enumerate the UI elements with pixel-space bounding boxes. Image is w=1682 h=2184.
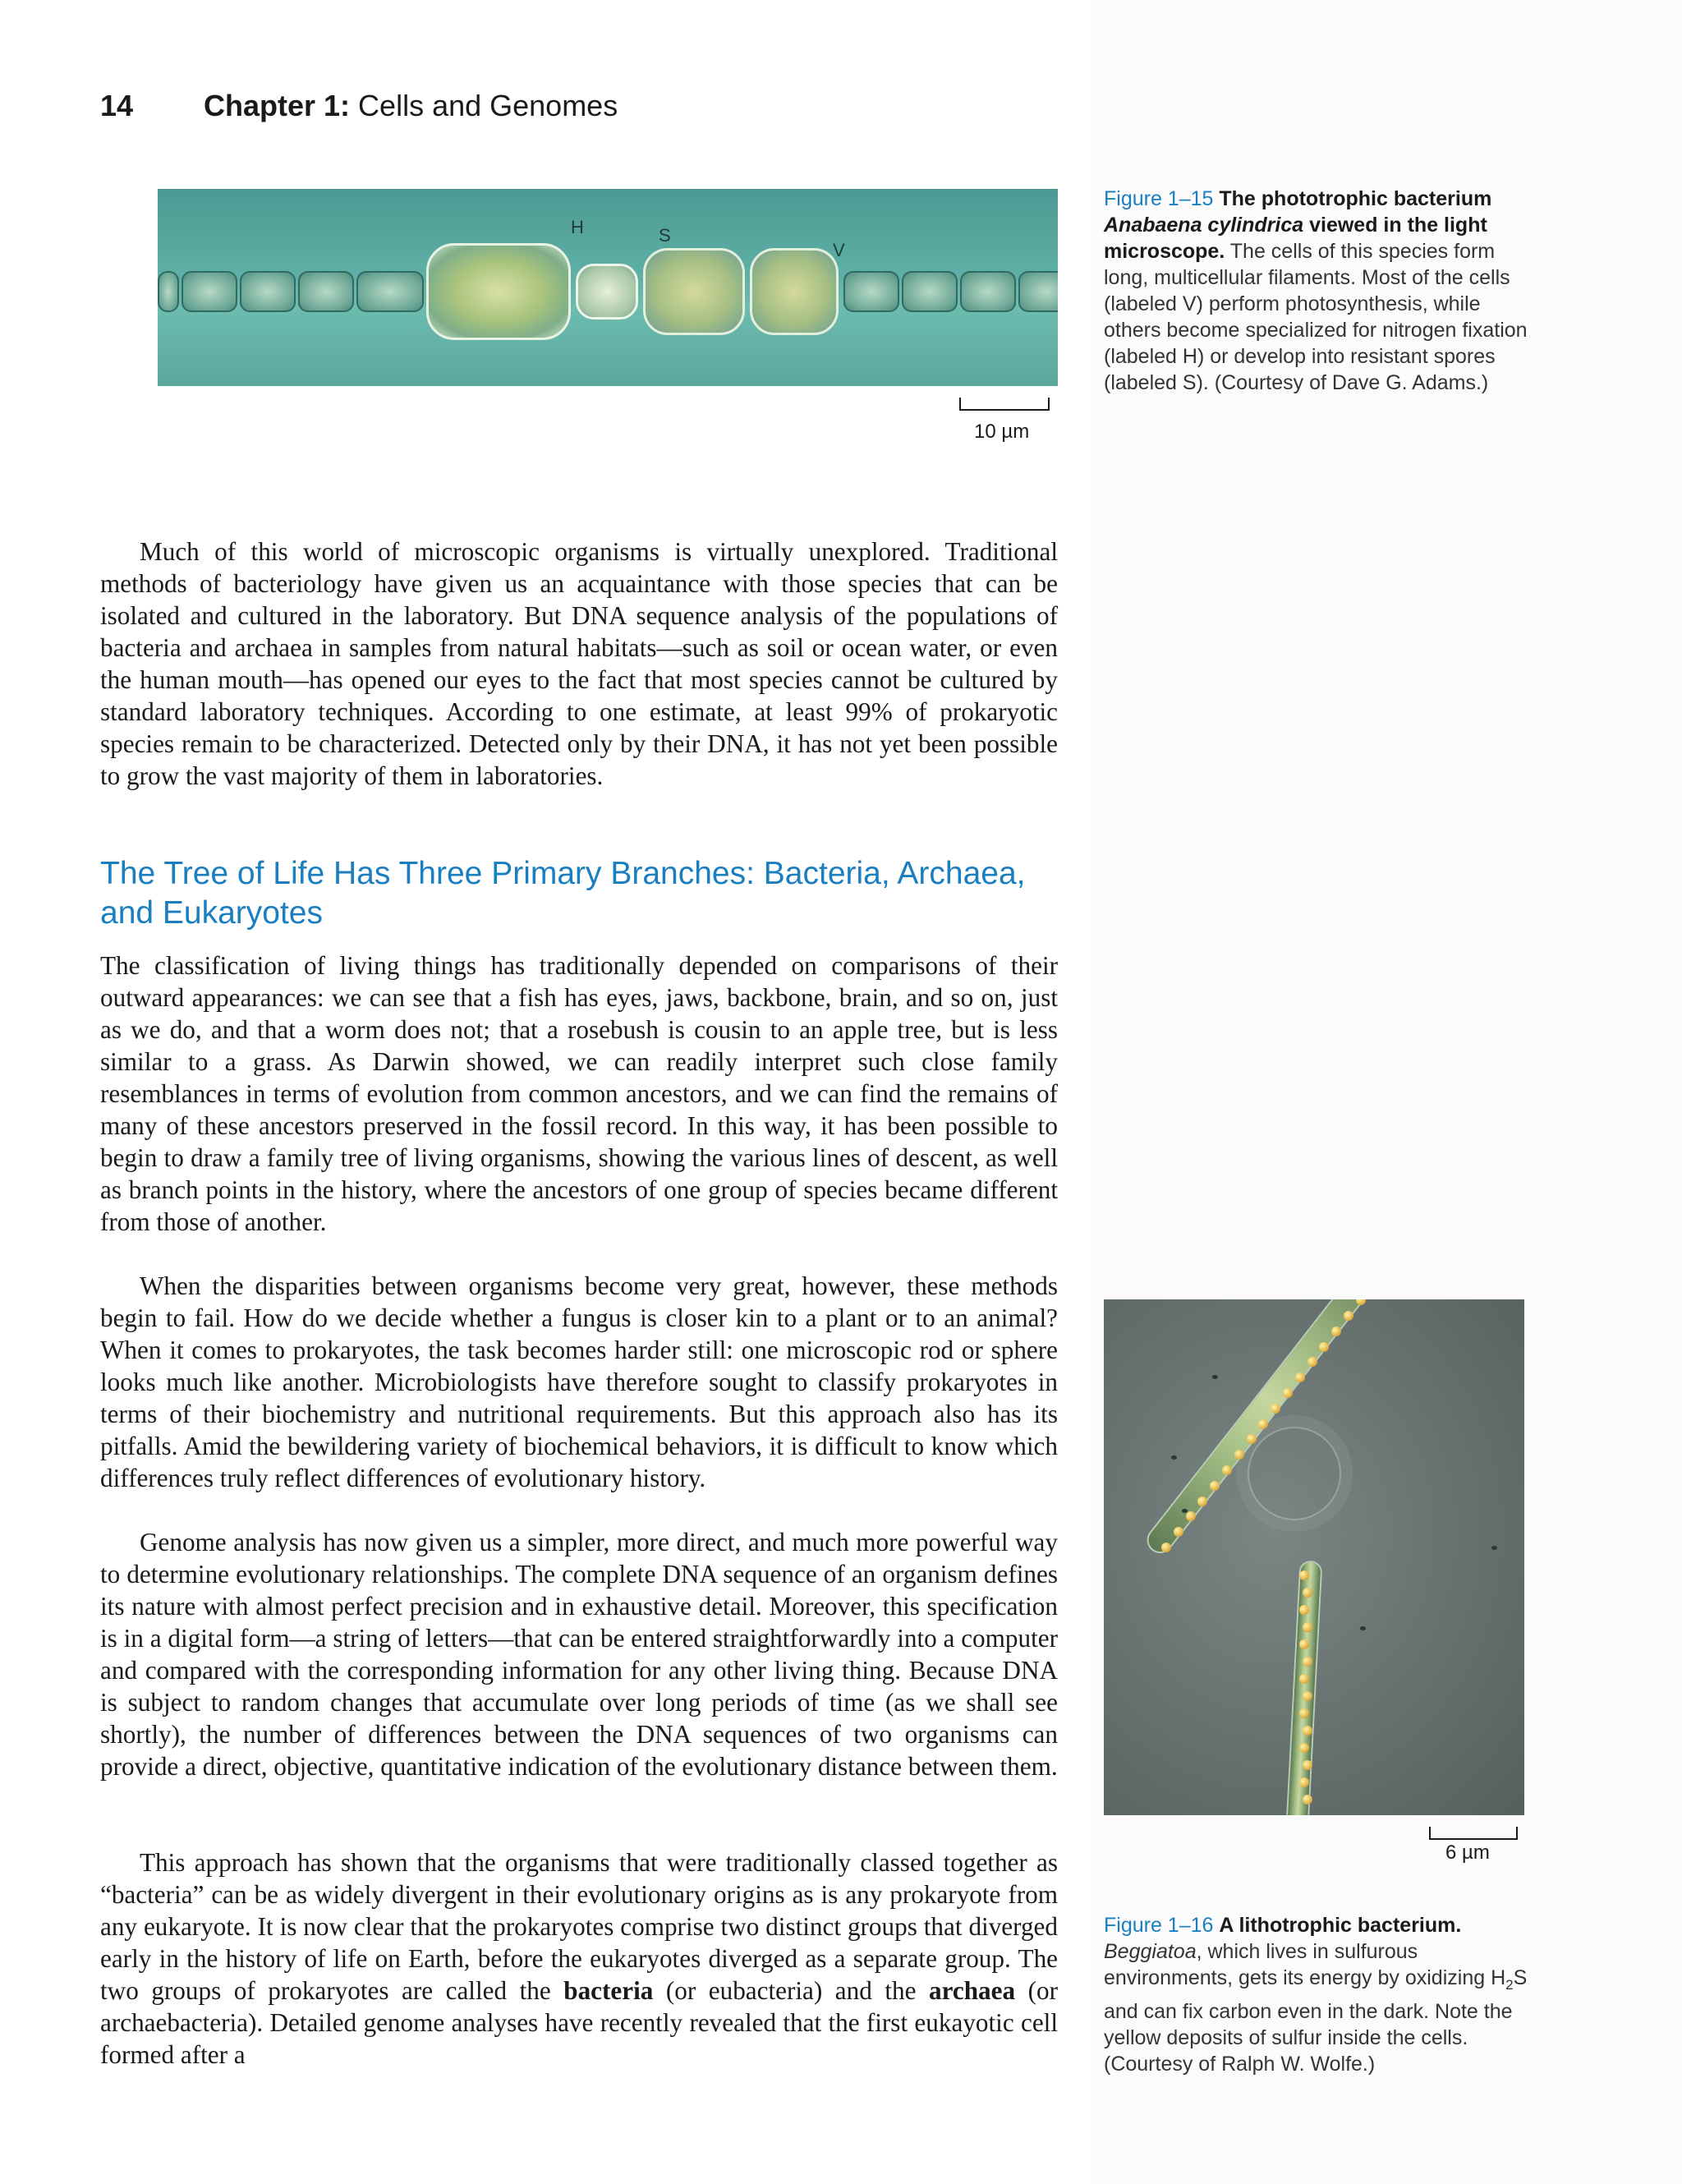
label-spore: S <box>659 225 671 246</box>
paragraph-4: Genome analysis has now given us a simpler, more direct, and much more powerful way to determine evolutionary relationships. The complete DNA sequence of an organism defines its nature with almost perfect precision and in exhaustive detail. Moreover, this specification is in a digital form—a string of letters—that can be entered straightforwardly into a computer and compared with the corresponding information for any other living thing. Because DNA is subject to random changes that accumulate over long periods of time (as we shall see shortly), the number of differences between the DNA sequences of two organisms can provide a direct, objective, quantitative indication of the evolutionary distance between them. <box>100 1528 1058 1781</box>
scale-label-6um: 6 µm <box>1445 1841 1490 1864</box>
sulfur-granule <box>1344 1311 1353 1321</box>
paragraph-5: This approach has shown that the organisms that were traditionally classed together as “bacteria” can be as widely divergent in their evolutionary origins as is any prokaryote from any eukaryote. It is now clear that the prokaryotes comprise two distinct groups that diverged early in the history of life on Earth, before the eukaryotes diverged as a separate group. The two groups of prokaryotes are called the bacteria (or eubacteria) and the archaea (or archaebacteria). Detailed genome analyses have recently revealed that the first eukayotic cell formed after a <box>100 1848 1058 2069</box>
anabaena-filament <box>158 267 1058 316</box>
sulfur-granule <box>1299 1743 1309 1753</box>
sulfur-granule <box>1210 1481 1220 1491</box>
scale-bar <box>959 398 1050 411</box>
sulfur-granule <box>1303 1691 1312 1701</box>
paragraph-2: The classification of living things has traditionally depended on comparisons of their outward appearances: we can see that a fish has eyes, jaws, backbone, brain, and so on, just as we do, and that a worm does not; that a rosebush is cousin to an apple tree, but is less similar to a grass. As Darwin showed, we can readily interpret such close family resemblances in terms of evolution from common ancestors, and we can find the remains of many of these ancestors preserved in the fossil record. In this way, it has been possible to begin to draw a family tree of living organisms, showing the various lines of descent, as well as branch points in the history, where the ancestors of one group of species became different from those of another. <box>100 951 1058 1236</box>
sulfur-granule <box>1299 1605 1309 1615</box>
sulfur-granule <box>1234 1450 1244 1460</box>
sulfur-granule <box>1247 1434 1257 1444</box>
sulfur-granule <box>1299 1777 1309 1787</box>
chapter-title: Cells and Genomes <box>358 89 618 122</box>
paragraph-3: When the disparities between organisms become very great, however, these methods begin to fail. How do we decide whether a fungus is closer kin to a plant or to an animal? When it comes to prokaryotes, the task becomes harder still: one microscopic rod or sphere looks much like another. Microbiologists have therefore sought to classify prokaryotes in terms of their biochemistry and nutritional requirements. But this approach also has its pitfalls. Amid the bewildering variety of biochemical behaviors, it is difficult to know which differences truly reflect differences of evolutionary history. <box>100 1271 1058 1492</box>
halo-artifact <box>1248 1427 1341 1520</box>
section-heading: The Tree of Life Has Three Primary Branches: Bacteria, Archaea, and Eukaryotes <box>100 856 1026 931</box>
scale-label-10um: 10 µm <box>974 421 1030 443</box>
sulfur-granule <box>1299 1708 1309 1718</box>
term-archaea: archaea <box>929 1976 1016 2005</box>
figure-title: A lithotrophic bacterium. <box>1219 1914 1462 1937</box>
sulfur-granule <box>1331 1326 1341 1336</box>
label-vegetative: V <box>833 240 845 260</box>
sulfur-granule <box>1283 1388 1293 1398</box>
sulfur-granule <box>1174 1527 1183 1537</box>
sulfur-granule <box>1258 1419 1268 1429</box>
sulfur-granule <box>1197 1497 1207 1506</box>
sulfur-granule <box>1303 1622 1312 1632</box>
sulfur-granule <box>1303 1760 1312 1770</box>
figure-1-16-caption: Figure 1–16 A lithotrophic bacterium. Beggiatoa, which lives in sulfurous environments, gets its energy by oxidizing $H_2S$ and can fix carbon even in the dark. Note the yellow deposits of sulfur inside the cells. (Courtesy of Ralph W. Wolfe.) <box>1104 1914 1528 2076</box>
filament-diagonal <box>1144 1299 1395 1556</box>
label-heterocyst: H <box>571 217 584 237</box>
beggiatoa-micrograph <box>1104 1299 1524 1815</box>
sulfur-granule <box>1299 1570 1309 1580</box>
caption-text: The cells of this species form long, multicellular filaments. Most of the cells (labeled V) perform photosynthesis, while others become specialized for nitrogen fixation (labeled H) or develop into resistant spores (labeled S). (Courtesy of Dave G. Adams.) <box>1104 240 1528 394</box>
chapter-label: Chapter 1: <box>204 89 351 122</box>
sulfur-granule <box>1303 1795 1312 1805</box>
sulfur-granule <box>1319 1342 1329 1352</box>
sulfur-granule <box>1186 1511 1196 1521</box>
sulfur-granule <box>1271 1404 1280 1414</box>
running-head <box>100 89 618 123</box>
figure-number: Figure 1–16 <box>1104 1914 1214 1937</box>
figure-title: The phototrophic bacterium Anabaena cylindrica viewed in the light microscope. <box>1104 187 1492 263</box>
paragraph-1: Much of this world of microscopic organisms is virtually unexplored. Traditional methods of bacteriology have given us an acquaintance with those species that can be isolated and cultured in the laboratory. But DNA sequence analysis of the populations of bacteria and archaea in samples from natural habitats—such as soil or ocean water, or even the human mouth—has opened our eyes to the fact that most species cannot be cultured by standard laboratory techniques. According to one estimate, at least 99% of prokaryotic species remain to be characterized. Detected only by their DNA, it has not yet been possible to grow the vast majority of them in laboratories. <box>100 537 1058 790</box>
sulfur-granule <box>1303 1657 1312 1667</box>
sulfur-granule <box>1299 1674 1309 1684</box>
sulfur-granule <box>1303 1588 1312 1598</box>
figure-number: Figure 1–15 <box>1104 187 1214 210</box>
sulfur-granule <box>1307 1357 1317 1367</box>
figure-1-15-caption <box>1104 186 1531 396</box>
sulfur-granule <box>1303 1726 1312 1736</box>
page-number: 14 <box>100 89 134 122</box>
sulfur-granule <box>1299 1639 1309 1649</box>
anabaena-micrograph <box>158 189 1058 386</box>
sulfur-granule <box>1161 1543 1171 1552</box>
sulfur-granule <box>1295 1372 1305 1382</box>
scale-bar <box>1429 1827 1518 1840</box>
sulfur-granule <box>1222 1465 1232 1475</box>
term-bacteria: bacteria <box>563 1976 654 2005</box>
species-name: Beggiatoa <box>1104 1940 1197 1963</box>
